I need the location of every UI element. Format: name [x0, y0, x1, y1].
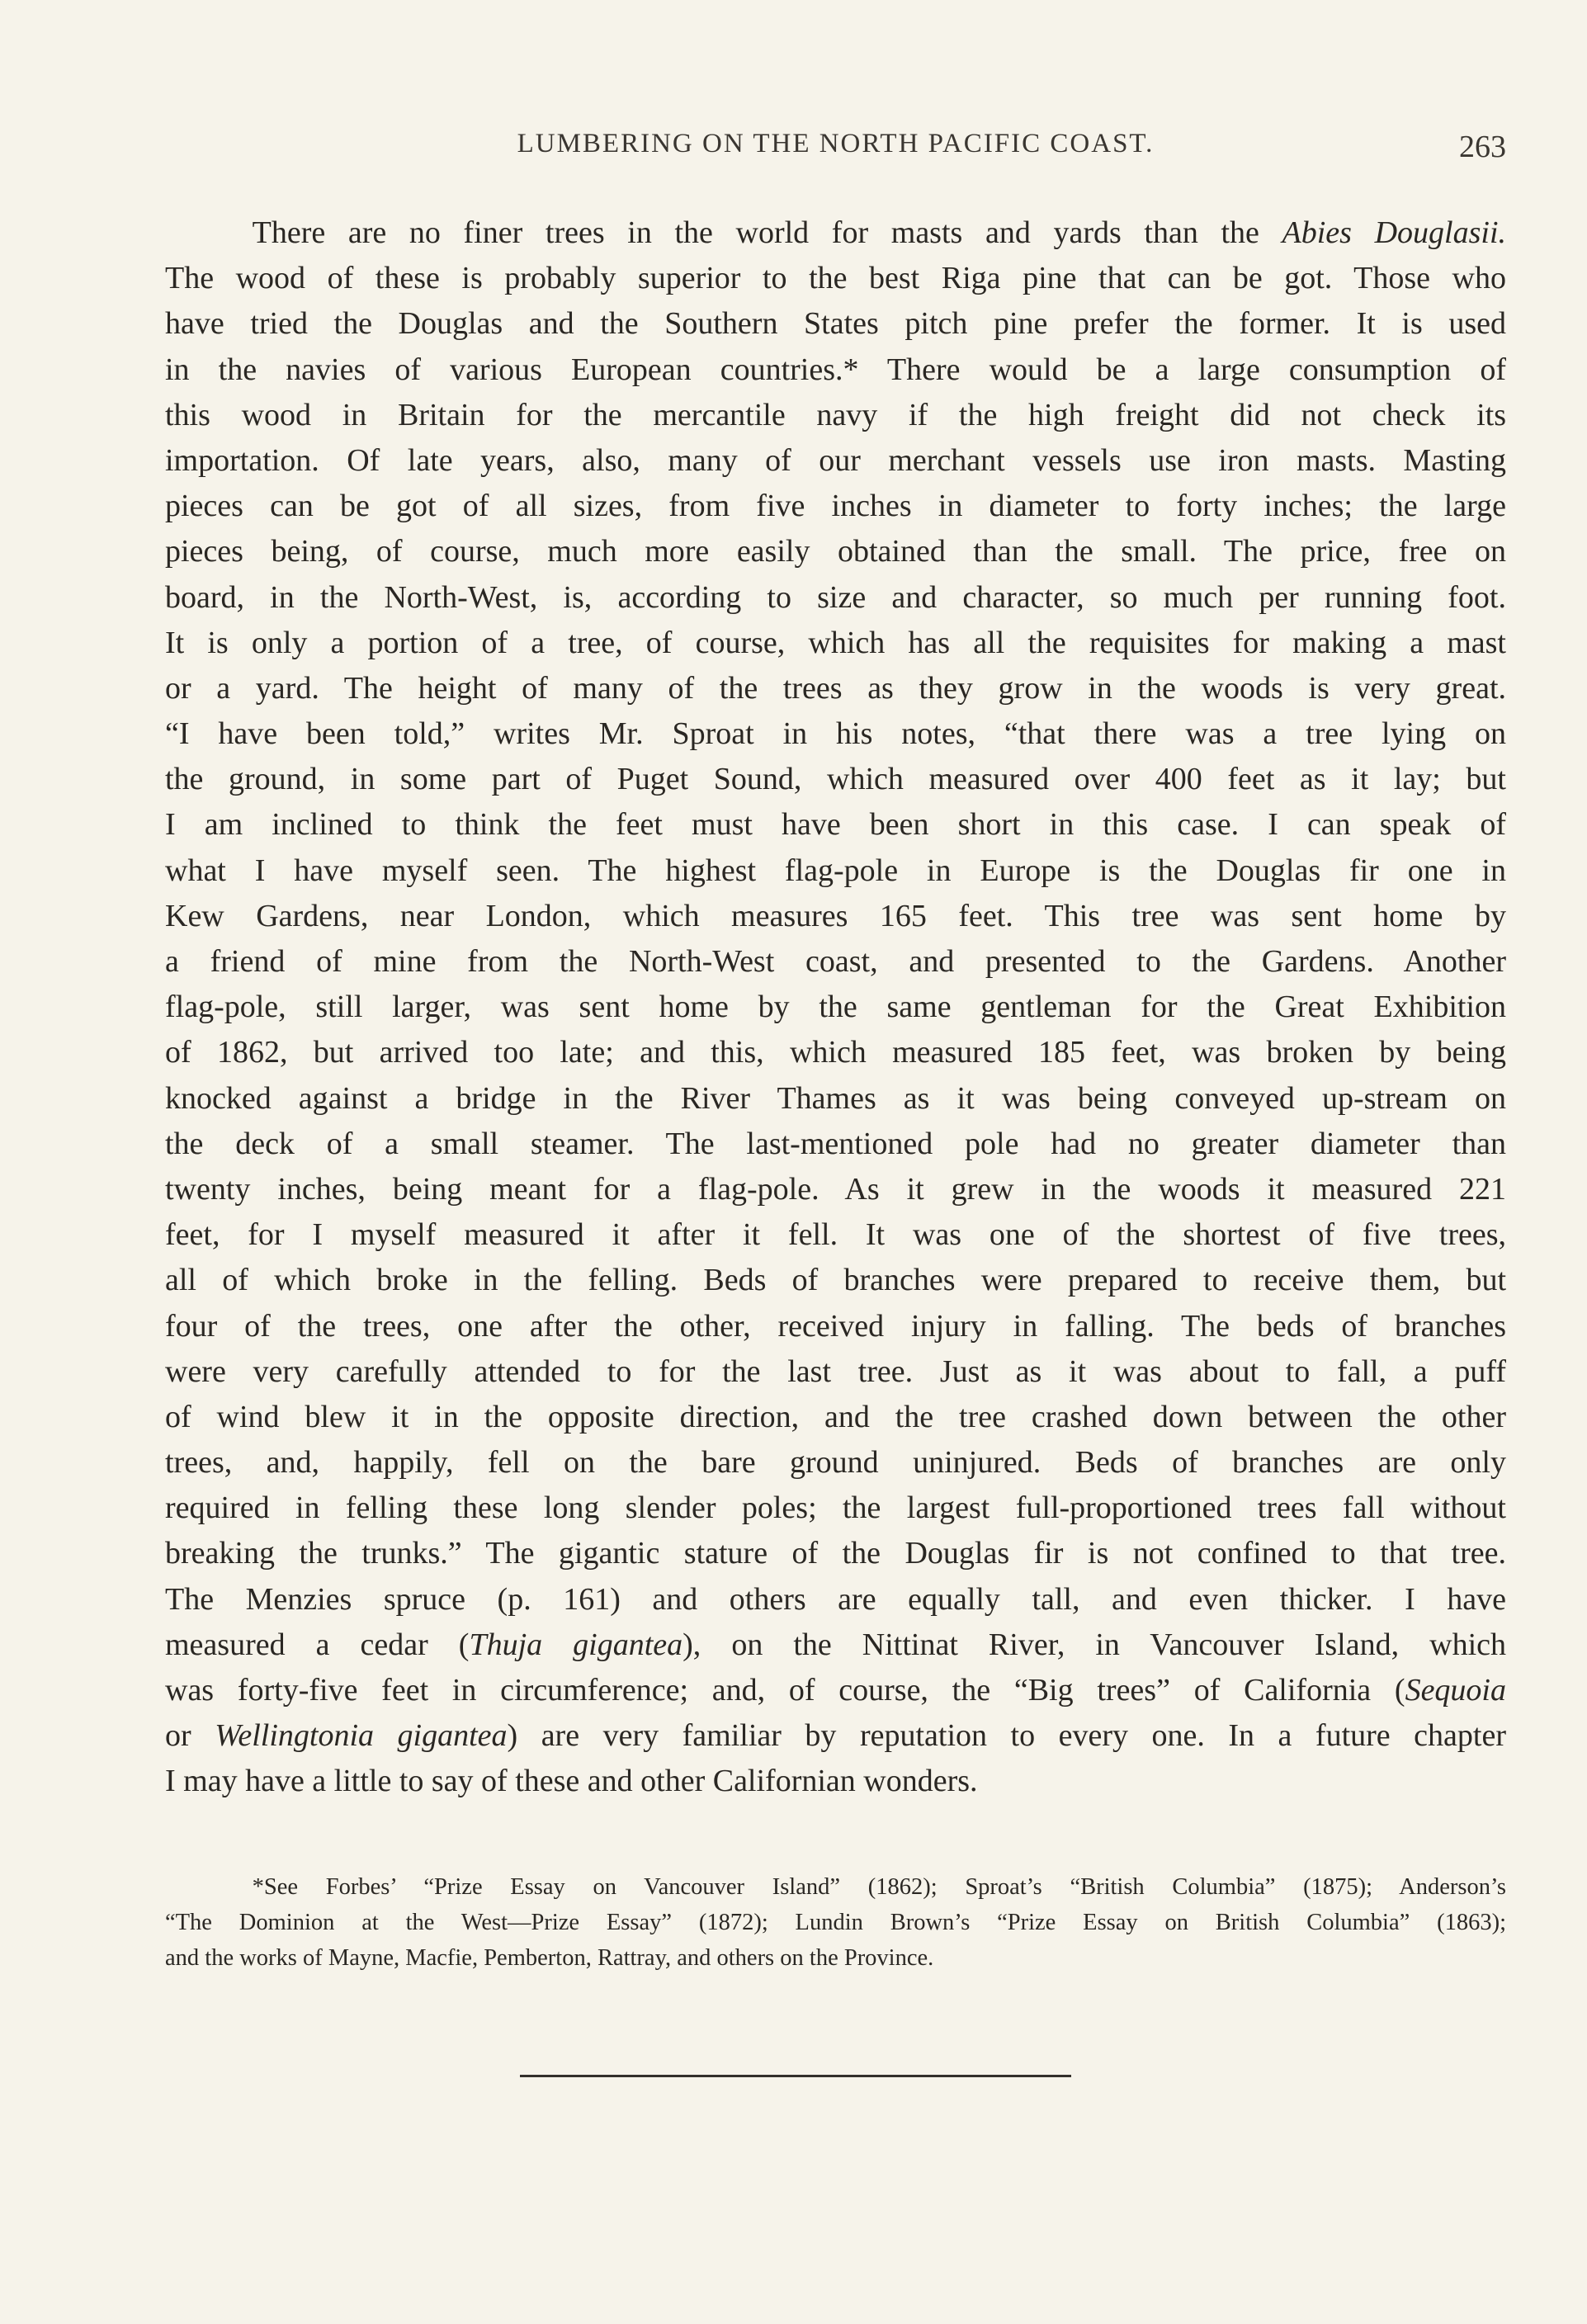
text-line: [165, 1623, 1506, 1668]
running-title: LUMBERING ON THE NORTH PACIFIC COAST.: [517, 129, 1155, 158]
text-line: feet, for I myself measured it after it fell. It was one of the shortest of five trees,: [165, 1217, 1506, 1253]
italic-term: Sequoia: [1405, 1673, 1506, 1708]
page-number: 263: [1459, 130, 1506, 164]
text-line: of wind blew it in the opposite direction, and the tree crashed down between the other: [165, 1399, 1506, 1434]
text-line: [165, 1713, 1506, 1759]
text-line: [165, 210, 1506, 256]
text-run: ) are very familiar by reputation to every one. In a future chapter: [507, 1718, 1506, 1754]
running-head: [165, 129, 1506, 170]
text-line: pieces being, of course, much more easily obtained than the small. The price, free on: [165, 534, 1506, 569]
text-line: Kew Gardens, near London, which measures 165 feet. This tree was sent home by: [165, 898, 1506, 933]
text-line: have tried the Douglas and the Southern States pitch pine prefer the former. It is used: [165, 306, 1506, 342]
text-line: I may have a little to say of these and other Californian wonders.: [165, 1764, 978, 1799]
text-line: The wood of these is probably superior to the best Riga pine that can be got. Those who: [165, 261, 1506, 296]
italic-term: Abies Douglasii.: [1282, 215, 1506, 250]
text-line: of 1862, but arrived too late; and this, which measured 185 feet, was broken by being: [165, 1035, 1506, 1070]
text-line: trees, and, happily, fell on the bare ground uninjured. Beds of branches are only: [165, 1445, 1506, 1481]
text-line: [165, 1668, 1506, 1713]
text-line: breaking the trunks.” The gigantic stature of the Douglas fir is not confined to that tree.: [165, 1536, 1506, 1571]
text-line: this wood in Britain for the mercantile navy if the high freight did not check its: [165, 397, 1506, 432]
text-line: the ground, in some part of Puget Sound, which measured over 400 feet as it lay; but: [165, 762, 1506, 797]
text-line: a friend of mine from the North-West coast, and presented to the Gardens. Another: [165, 944, 1506, 979]
footnote-line: *See Forbes’ “Prize Essay on Vancouver Island” (1862); Sproat’s “British Columbia” (1875); Anderson’s: [252, 1874, 1506, 1900]
text-line: I am inclined to think the feet must have been short in this case. I can speak of: [165, 807, 1506, 843]
body-paragraph: [165, 210, 1506, 1805]
italic-term: Thuja gigantea: [469, 1627, 683, 1662]
text-line: the deck of a small steamer. The last-mentioned pole had no greater diameter than: [165, 1126, 1506, 1161]
text-run: ), on the Nittinat River, in Vancouver Island, which: [683, 1627, 1506, 1662]
text-line: knocked against a bridge in the River Thames as it was being conveyed up-stream on: [165, 1080, 1506, 1116]
end-rule: [520, 2075, 1071, 2077]
text-run: measured a cedar (: [165, 1627, 470, 1662]
text-line: or a yard. The height of many of the trees as they grow in the woods is very great.: [165, 670, 1506, 706]
text-line: in the navies of various European countries.* There would be a large consumption of: [165, 352, 1506, 387]
text-run: was forty-five feet in circumference; and, of course, the “Big trees” of California (: [165, 1673, 1405, 1708]
text-run: or: [165, 1718, 191, 1754]
text-line: four of the trees, one after the other, received injury in falling. The beds of branches: [165, 1308, 1506, 1344]
footnote-line: and the works of Mayne, Macfie, Pemberton, Rattray, and others on the Province.: [165, 1945, 934, 1971]
text-line: were very carefully attended to for the last tree. Just as it was about to fall, a puff: [165, 1353, 1506, 1389]
text-line: what I have myself seen. The highest flag-pole in Europe is the Douglas fir one in: [165, 853, 1506, 888]
text-run: There are no finer trees in the world for masts and yards than the: [252, 215, 1259, 250]
text-line: “I have been told,” writes Mr. Sproat in his notes, “that there was a tree lying on: [165, 716, 1506, 752]
text-line: pieces can be got of all sizes, from five inches in diameter to forty inches; the large: [165, 489, 1506, 524]
text-line: all of which broke in the felling. Beds of branches were prepared to receive them, but: [165, 1263, 1506, 1298]
text-line: twenty inches, being meant for a flag-pole. As it grew in the woods it measured 221: [165, 1171, 1506, 1207]
footnote-line: “The Dominion at the West—Prize Essay” (1872); Lundin Brown’s “Prize Essay on British Columbia” (1863);: [165, 1910, 1506, 1935]
text-line: required in felling these long slender poles; the largest full-proportioned trees fall without: [165, 1490, 1506, 1526]
text-line: flag-pole, still larger, was sent home by the same gentleman for the Great Exhibition: [165, 990, 1506, 1025]
italic-term: Wellingtonia gigantea: [215, 1718, 508, 1754]
footnote: [165, 1869, 1506, 1976]
text-line: board, in the North-West, is, according to size and character, so much per running foot.: [165, 579, 1506, 615]
text-line: The Menzies spruce (p. 161) and others are equally tall, and even thicker. I have: [165, 1581, 1506, 1617]
text-line: It is only a portion of a tree, of course, which has all the requisites for making a mast: [165, 625, 1506, 660]
text-line: importation. Of late years, also, many of our merchant vessels use iron masts. Masting: [165, 442, 1506, 478]
